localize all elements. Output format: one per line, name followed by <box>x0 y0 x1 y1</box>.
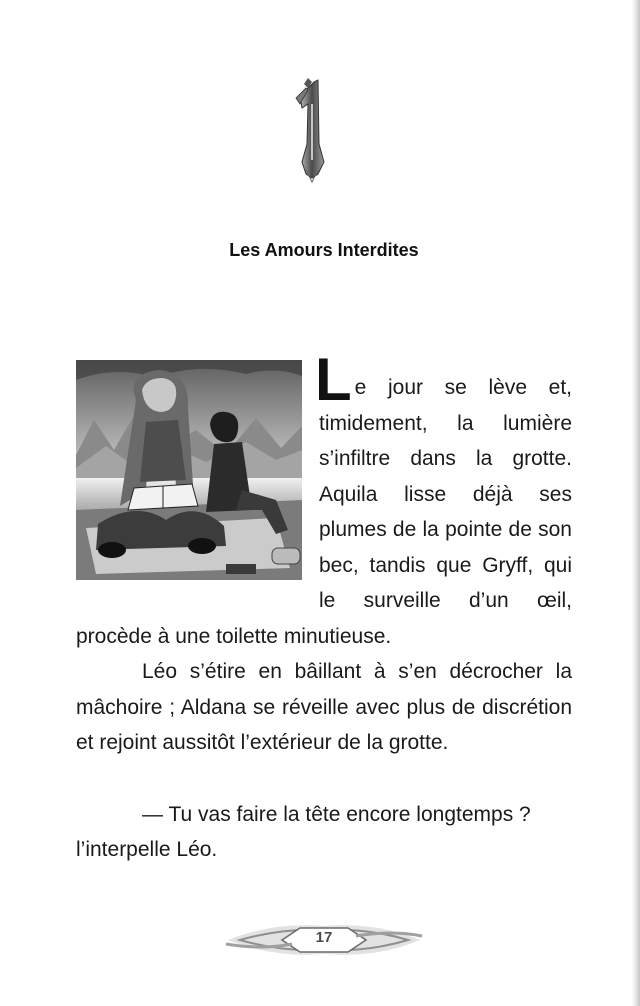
drop-cap: L <box>315 346 352 413</box>
paragraph-4: l’interpelle Léo. <box>76 838 218 861</box>
paragraph-1-text: e jour se lève et, timidement, la lumière s’infiltre dans la grotte. Aquila lisse déjà ses plumes de la pointe de son bec, tandis que Gryff, qui le surveille d’un œil, procède à une toilette minutieuse. <box>76 376 572 648</box>
paragraph-2: Léo s’étire en bâillant à s’en décrocher la mâchoire ; Aldana se réveille avec plus de discrétion et rejoint aussitôt l’extérieur de la grotte. <box>76 660 572 754</box>
page-number: 17 <box>315 929 333 946</box>
chapter-number-icon <box>278 74 340 184</box>
chapter-text <box>76 346 572 868</box>
dialogue-line: — Tu vas faire la tête encore longtemps ? <box>142 802 531 826</box>
paragraph-1 <box>76 346 572 654</box>
chapter-title: Les Amours Interdites <box>229 240 419 260</box>
page-edge <box>632 0 640 1006</box>
